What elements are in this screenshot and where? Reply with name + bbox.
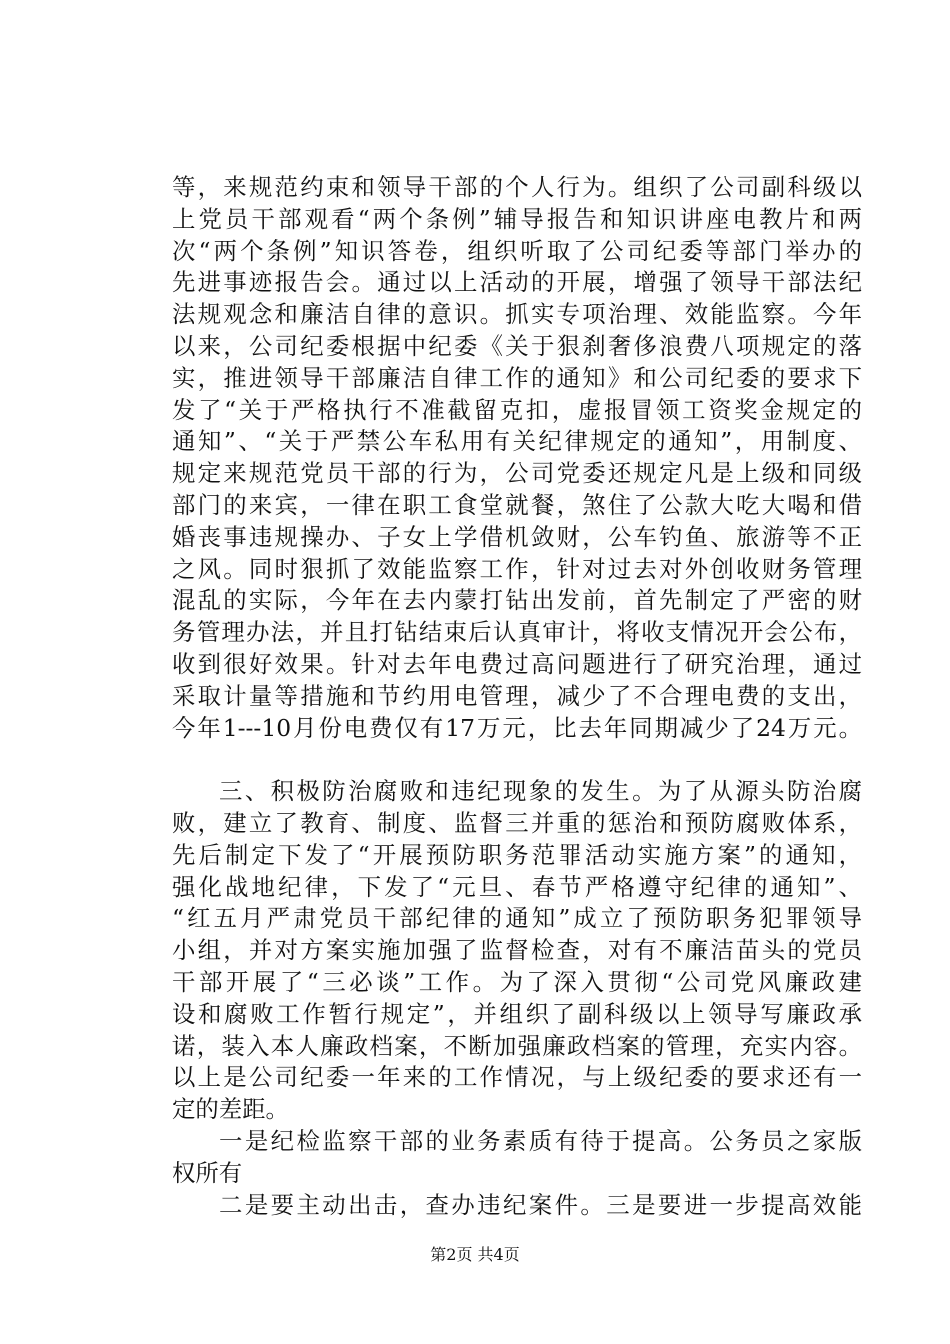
text-line: “红五月严肃党员干部纪律的通知”成立了预防职务犯罪领导 <box>172 904 862 933</box>
text-line: 干部开展了“三必谈”工作。为了深入贯彻“公司党风廉政建 <box>172 967 862 996</box>
text-line: 强化战地纪律，下发了“元旦、春节严格遵守纪律的通知”、 <box>172 872 862 901</box>
text-line: 三、积极防治腐败和违纪现象的发生。为了从源头防治腐 <box>219 777 862 806</box>
text-line: 诺，装入本人廉政档案，不断加强廉政档案的管理，充实内容。 <box>172 1031 862 1060</box>
text-line: 败，建立了教育、制度、监督三并重的惩治和预防腐败体系， <box>172 808 862 837</box>
text-line: 上党员干部观看“两个条例”辅导报告和知识讲座电教片和两 <box>172 204 862 233</box>
text-line: 法规观念和廉洁自律的意识。抓实专项治理、效能监察。今年 <box>172 300 862 329</box>
paragraph-3 <box>172 1126 862 1190</box>
text-line: 小组，并对方案实施加强了监督检查，对有不廉洁苗头的党员 <box>172 936 862 965</box>
text-line: 一是纪检监察干部的业务素质有待于提高。公务员之家版 <box>219 1126 862 1155</box>
text-line: 以上是公司纪委一年来的工作情况，与上级纪委的要求还有一 <box>172 1063 862 1092</box>
text-line: 发了“关于严格执行不准截留克扣，虚报冒领工资奖金规定的 <box>172 395 862 424</box>
text-line: 今年1---10月份电费仅有17万元，比去年同期减少了24万元。 <box>172 713 862 742</box>
text-line: 先后制定下发了“开展预防职务范罪活动实施方案”的通知， <box>172 840 862 869</box>
document-body <box>172 172 862 1221</box>
text-line: 收到很好效果。针对去年电费过高问题进行了研究治理，通过 <box>172 649 862 678</box>
text-line: 以来，公司纪委根据中纪委《关于狠刹奢侈浪费八项规定的落 <box>172 331 862 360</box>
text-line: 二是要主动出击，查办违纪案件。三是要进一步提高效能 <box>219 1190 862 1219</box>
text-line: 实，推进领导干部廉洁自律工作的通知》和公司纪委的要求下 <box>172 363 862 392</box>
text-line: 之风。同时狠抓了效能监察工作，针对过去对外创收财务管理 <box>172 554 862 583</box>
page-number-footer: 第2页 共4页 <box>430 1245 520 1264</box>
text-line: 部门的来宾，一律在职工食堂就餐，煞住了公款大吃大喝和借 <box>172 490 862 519</box>
text-line: 混乱的实际，今年在去内蒙打钻出发前，首先制定了严密的财 <box>172 586 862 615</box>
text-line: 等，来规范约束和领导干部的个人行为。组织了公司副科级以 <box>172 173 862 201</box>
text-line: 设和腐败工作暂行规定”，并组织了副科级以上领导写廉政承 <box>172 999 862 1028</box>
paragraph-gap <box>172 744 862 776</box>
text-line: 先进事迹报告会。通过以上活动的开展，增强了领导干部法纪 <box>172 268 862 297</box>
text-line: 规定来规范党员干部的行为，公司党委还规定凡是上级和同级 <box>172 459 862 488</box>
text-line: 婚丧事违规操办、子女上学借机敛财，公车钓鱼、旅游等不正 <box>172 522 862 551</box>
paragraph-2 <box>172 776 862 1126</box>
text-line: 权所有 <box>172 1158 243 1187</box>
text-line: 次“两个条例”知识答卷，组织听取了公司纪委等部门举办的 <box>172 236 862 265</box>
text-line: 定的差距。 <box>172 1095 289 1124</box>
text-line: 务管理办法，并且打钻结束后认真审计，将收支情况开会公布， <box>172 618 862 647</box>
text-line: 采取计量等措施和节约用电管理，减少了不合理电费的支出， <box>172 681 862 710</box>
paragraph-1 <box>172 172 862 744</box>
text-line: 通知”、“关于严禁公车私用有关纪律规定的通知”，用制度、 <box>172 427 862 456</box>
paragraph-4 <box>172 1190 862 1222</box>
